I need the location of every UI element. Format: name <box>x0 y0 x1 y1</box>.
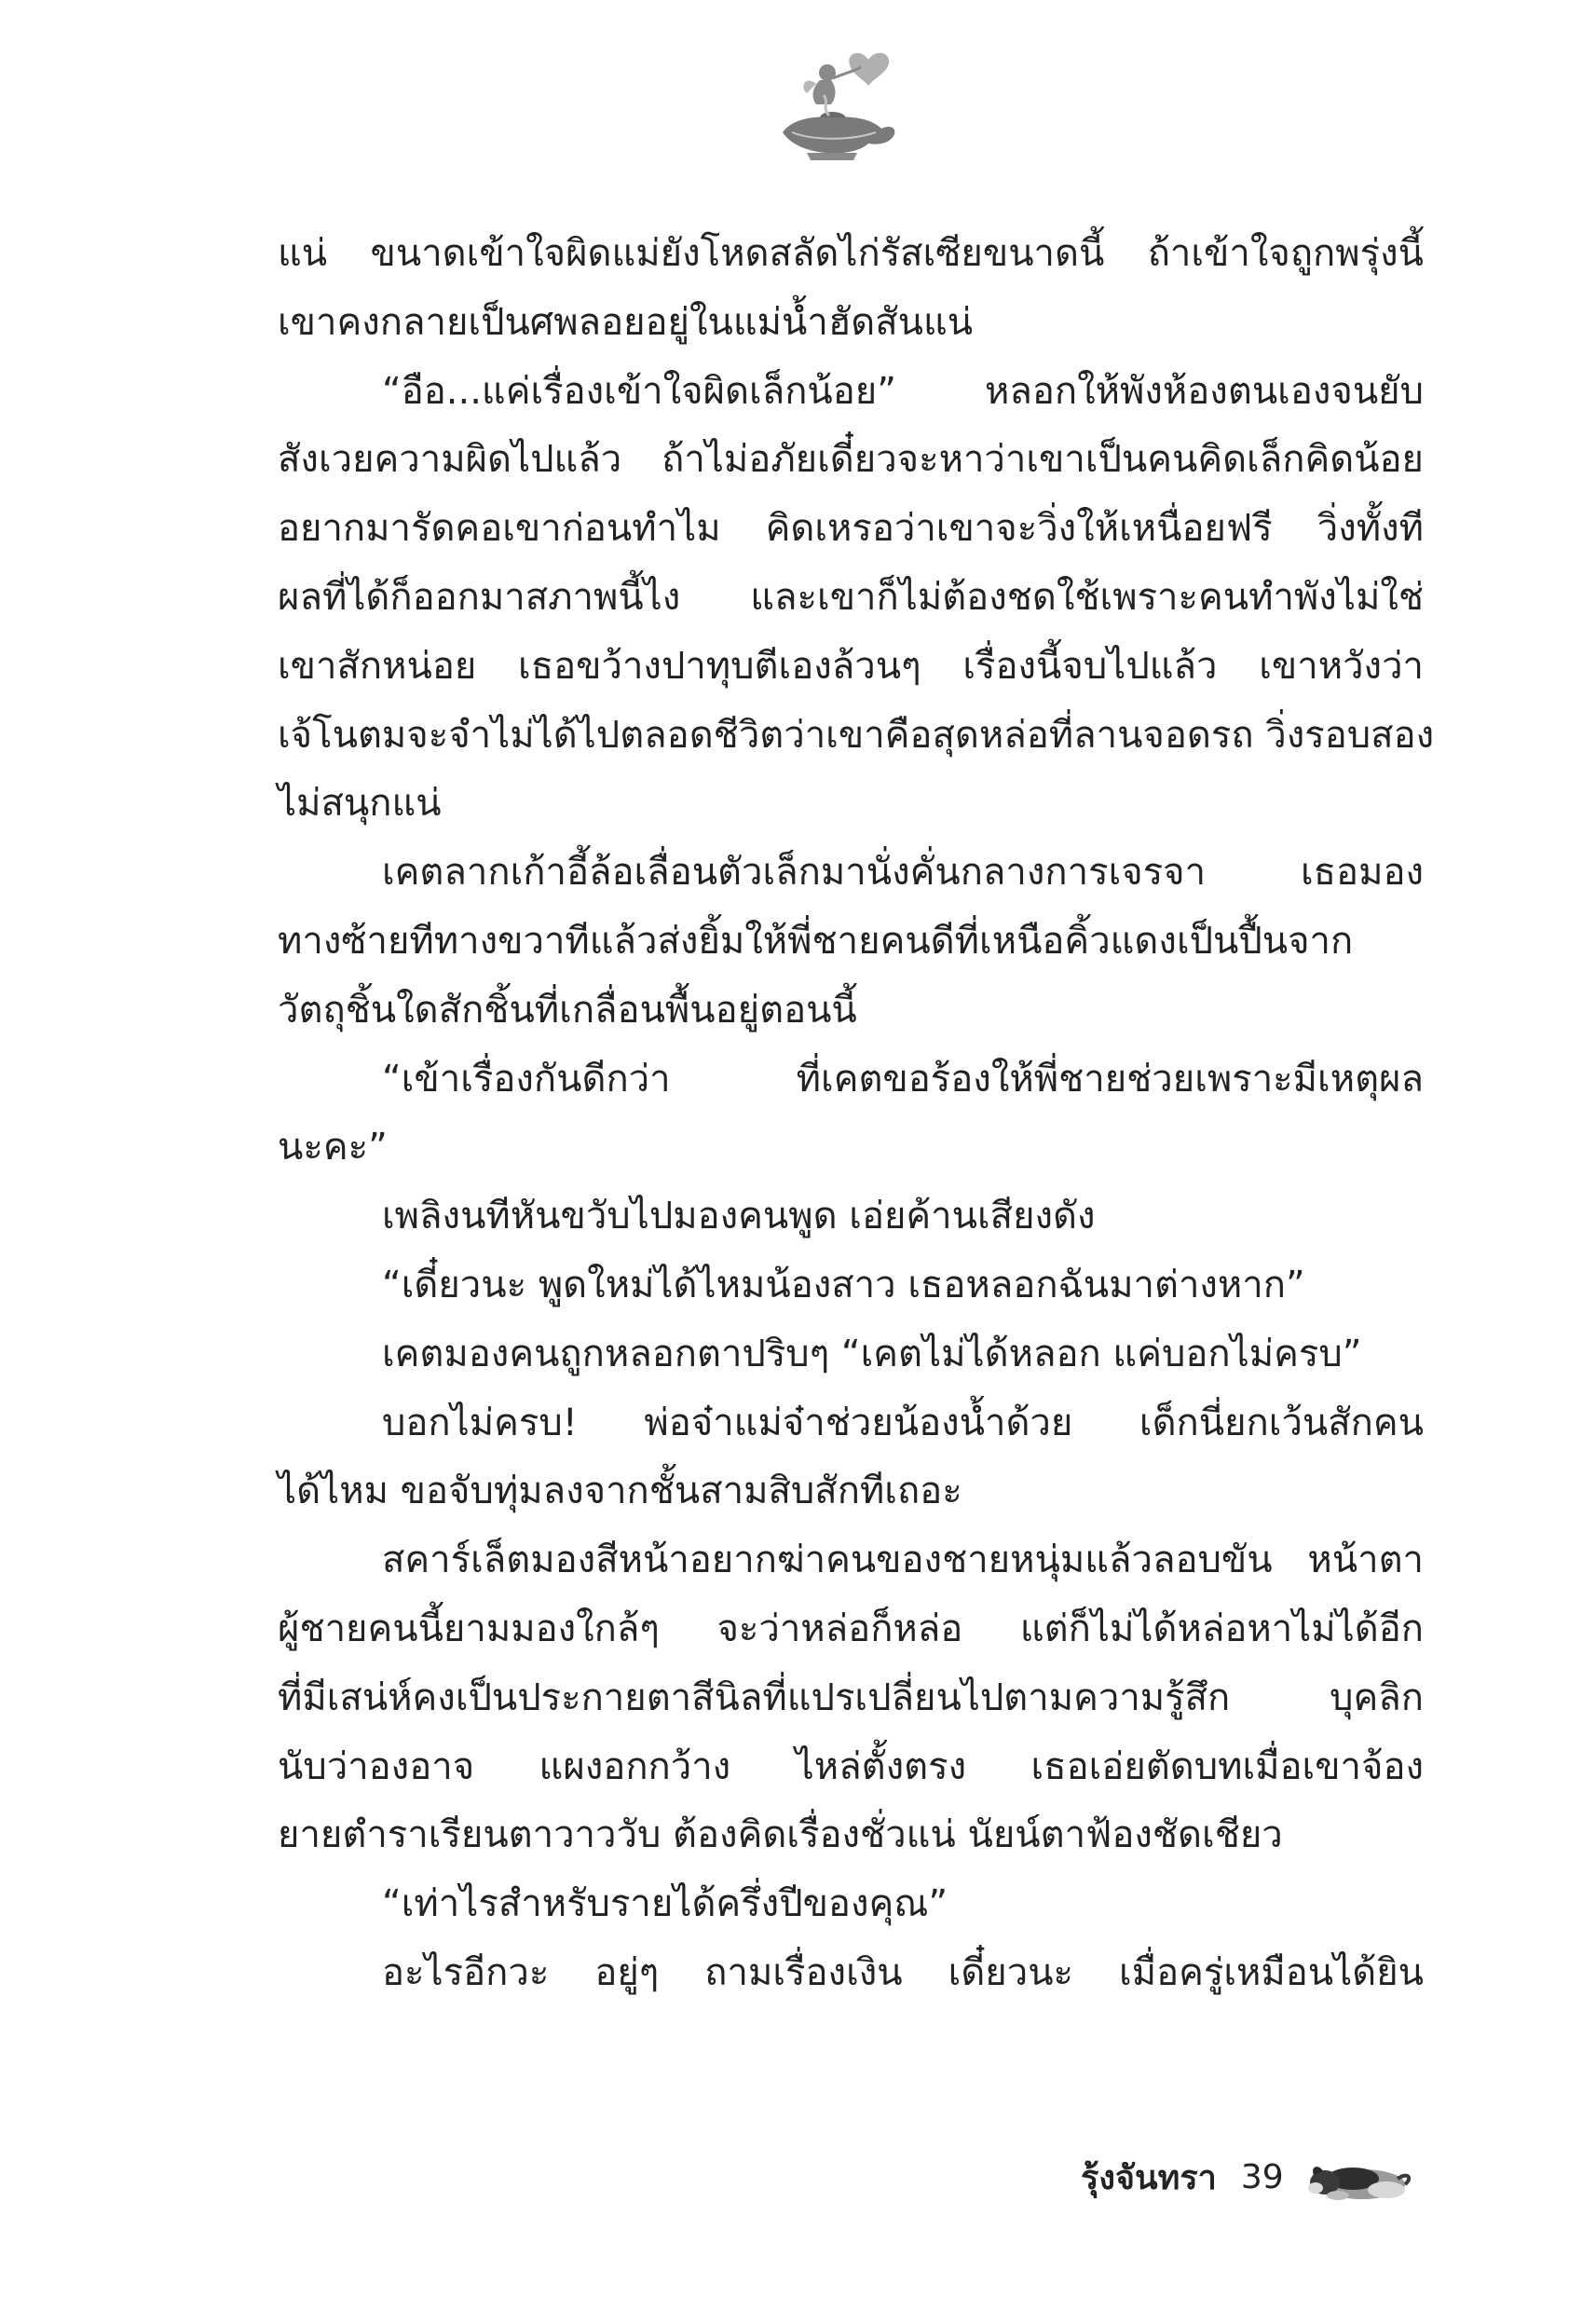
text-line: เขาคงกลายเป็นศพลอยอยู่ในแม่น้ำฮัดสันแน่ <box>278 300 974 344</box>
text-line: อยากมารัดคอเขาก่อนทำไม คิดเหรอว่าเขาจะวิ่งให้เหนื่อยฟรี วิ่งทั้งที <box>278 507 1424 551</box>
genie-lamp-cupid-ornament-icon <box>764 47 904 168</box>
body-text <box>278 220 1435 2008</box>
text-line: ที่มีเสน่ห์คงเป็นประกายตาสีนิลที่แปรเปลี่ยนไปตามความรู้สึก บุคลิก <box>278 1675 1424 1719</box>
text-line: “เข้าเรื่องกันดีกว่า ที่เคตขอร้องให้พี่ชายช่วยเพราะมีเหตุผล <box>382 1057 1424 1101</box>
text-line: “เท่าไรสำหรับรายได้ครึ่งปีของคุณ” <box>382 1882 948 1926</box>
text-line: ยายตำราเรียนตาวาววับ ต้องคิดเรื่องชั่วแน่ นัยน์ตาฟ้องชัดเชียว <box>278 1813 1283 1857</box>
text-line: เคตมองคนถูกหลอกตาปริบๆ “เคตไม่ได้หลอก แค่บอกไม่ครบ” <box>382 1332 1362 1375</box>
text-line: สังเวยความผิดไปแล้ว ถ้าไม่อภัยเดี๋ยวจะหาว่าเขาเป็นคนคิดเล็กคิดน้อย <box>278 438 1424 482</box>
text-line: เพลิงนทีหันขวับไปมองคนพูด เอ่ยค้านเสียงดัง <box>382 1195 1096 1238</box>
text-line: นับว่าองอาจ แผงอกกว้าง ไหล่ตั้งตรง เธอเอ่ยตัดบทเมื่อเขาจ้อง <box>278 1744 1424 1788</box>
text-line: นะคะ” <box>278 1126 388 1169</box>
text-line: เจ้โนตมจะจำไม่ได้ไปตลอดชีวิตว่าเขาคือสุดหล่อที่ลานจอดรถ วิ่งรอบสอง <box>278 713 1435 757</box>
page-number: 39 <box>1240 2157 1284 2196</box>
text-line: ได้ไหม ขอจับทุ่มลงจากชั้นสามสิบสักทีเถอะ <box>278 1470 962 1513</box>
text-line: เขาสักหน่อย เธอขว้างปาทุบตีเองล้วนๆ เรื่องนี้จบไปแล้ว เขาหวังว่า <box>278 644 1424 688</box>
text-line: ทางซ้ายทีทางขวาทีแล้วส่งยิ้มให้พี่ชายคนดีที่เหนือคิ้วแดงเป็นปื้นจาก <box>278 919 1354 963</box>
text-line: ผลที่ได้ก็ออกมาสภาพนี้ไง และเขาก็ไม่ต้องชดใช้เพราะคนทำพังไม่ใช่ <box>278 575 1424 619</box>
text-line: ไม่สนุกแน่ <box>278 782 442 826</box>
text-line: วัตถุชิ้นใดสักชิ้นที่เกลื่อนพื้นอยู่ตอนนี้ <box>278 988 857 1032</box>
running-title: รุ้งจันทรา <box>1081 2158 1217 2197</box>
text-line: แน่ ขนาดเข้าใจผิดแม่ยังโหดสลัดไก่รัสเซียขนาดนี้ ถ้าเข้าใจถูกพรุ่งนี้ <box>278 232 1424 275</box>
text-line: ผู้ชายคนนี้ยามมองใกล้ๆ จะว่าหล่อก็หล่อ แต่ก็ไม่ได้หล่อหาไม่ได้อีก <box>278 1607 1424 1650</box>
text-line: เคตลากเก้าอี้ล้อเลื่อนตัวเล็กมานั่งคั่นกลางการเจรจา เธอมอง <box>382 851 1424 895</box>
sleeping-dog-icon <box>1304 2151 1416 2203</box>
text-line: สคาร์เล็ตมองสีหน้าอยากฆ่าคนของชายหนุ่มแล้วลอบขัน หน้าตา <box>382 1538 1424 1582</box>
text-line: บอกไม่ครบ! พ่อจ๋าแม่จ๋าช่วยน้องน้ำด้วย เด็กนี่ยกเว้นสักคน <box>382 1401 1424 1444</box>
page-footer <box>1081 2151 1416 2203</box>
text-line: “อือ...แค่เรื่องเข้าใจผิดเล็กน้อย” หลอกให้พังห้องตนเองจนยับ <box>382 369 1424 413</box>
text-line: “เดี๋ยวนะ พูดใหม่ได้ไหมน้องสาว เธอหลอกฉันมาต่างหาก” <box>382 1263 1305 1306</box>
text-line: อะไรอีกวะ อยู่ๆ ถามเรื่องเงิน เดี๋ยวนะ เมื่อครู่เหมือนได้ยิน <box>382 1950 1424 1994</box>
